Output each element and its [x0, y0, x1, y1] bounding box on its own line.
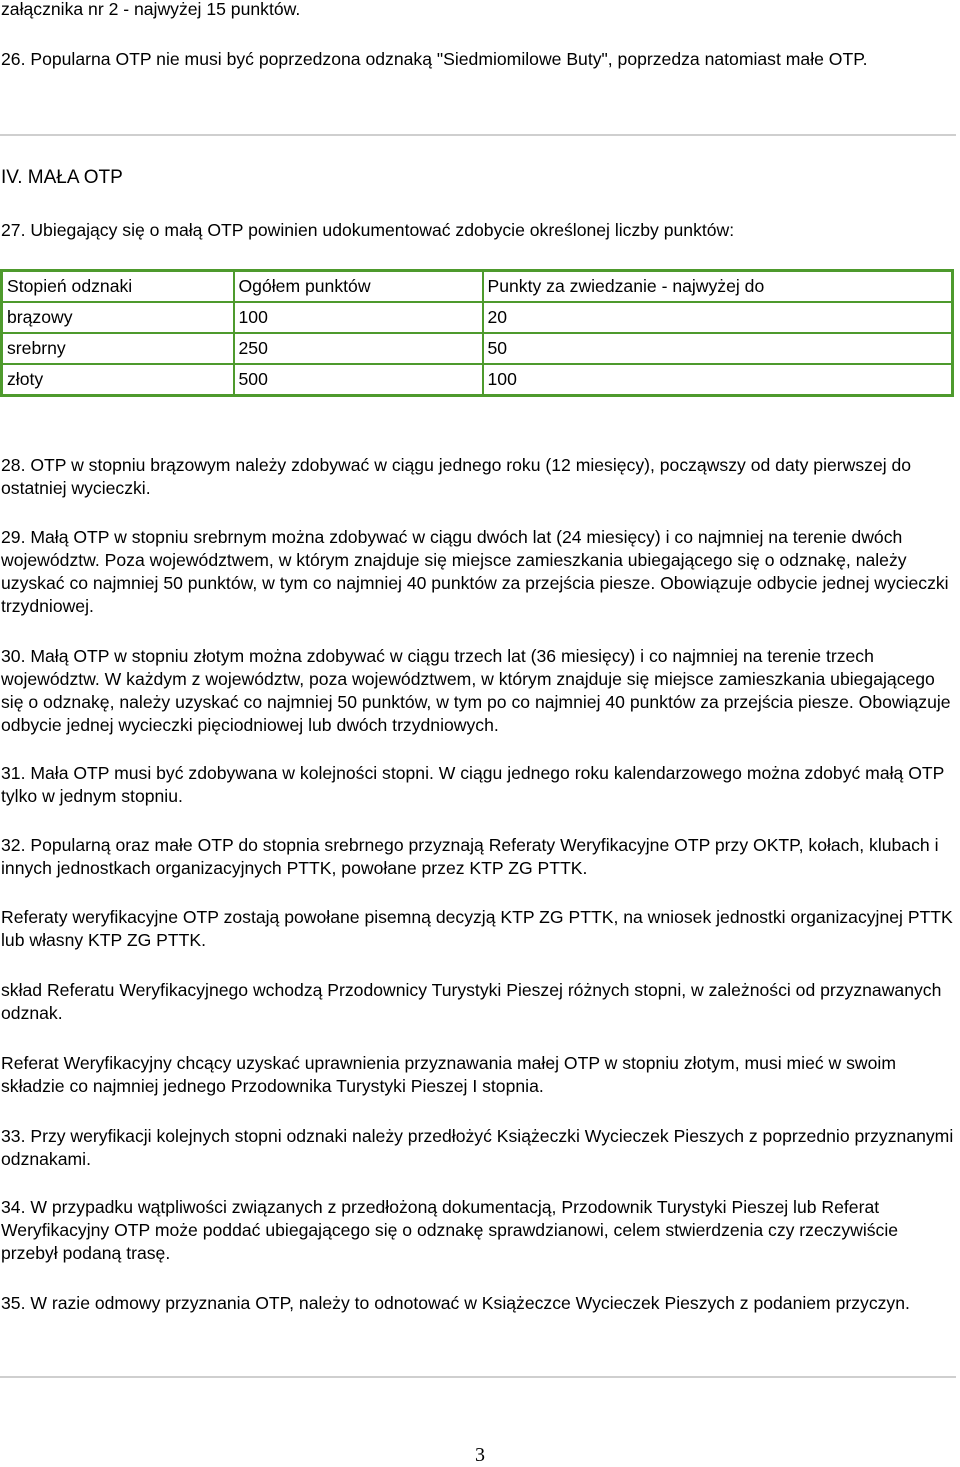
table-header-cell: Stopień odznaki: [2, 271, 234, 303]
table-cell: 500: [234, 364, 483, 396]
table-header-cell: Ogółem punktów: [234, 271, 483, 303]
table-row: [2, 302, 953, 333]
divider: [0, 134, 956, 136]
table-row: [2, 333, 953, 364]
paragraph-31: 31. Mała OTP musi być zdobywana w kolejności stopni. W ciągu jednego roku kalendarzowego można zdobyć małą OTP tylko w jednym stopniu.: [1, 763, 945, 806]
section-heading: IV. MAŁA OTP: [1, 167, 123, 188]
paragraph-32b: Referaty weryfikacyjne OTP zostają powołane pisemną decyzją KTP ZG PTTK, na wniosek jednostki organizacyjnej PTTK lub własny KTP ZG PTTK.: [1, 907, 953, 950]
divider: [0, 1376, 956, 1378]
table-header-cell: Punkty za zwiedzanie - najwyżej do: [483, 271, 953, 303]
table-cell: 100: [234, 302, 483, 333]
paragraph-30: 30. Małą OTP w stopniu złotym można zdobywać w ciągu trzech lat (36 miesięcy) i co najmniej na terenie trzech województw. W każdym z województw, poza województwem, w którym znajduje się miejsce zamieszkania ubiegającego się o odznakę, należy uzyskać co najmniej 50 punktów, w tym po co najmniej 40 punktów za przejścia piesze. Obowiązuje odbycie jednej wycieczki pięciodniowej lub dwóch trzydniowych.: [1, 646, 951, 735]
paragraph-29: 29. Małą OTP w stopniu srebrnym można zdobywać w ciągu dwóch lat (24 miesięcy) i co najmniej na terenie dwóch województw. Poza województwem, w którym znajduje się miejsce zamieszkania ubiegającego się o odznakę, należy uzyskać co najmniej 50 punktów, w tym co najmniej 40 punktów za przejścia piesze. Obowiązuje odbycie jednej wycieczki trzydniowej.: [1, 527, 949, 616]
table-cell: złoty: [2, 364, 234, 396]
paragraph-32d: Referat Weryfikacyjny chcący uzyskać uprawnienia przyznawania małej OTP w stopniu złotym, musi mieć w swoim składzie co najmniej jednego Przodownika Turystyki Pieszej I stopnia.: [1, 1053, 896, 1096]
table-cell: 100: [483, 364, 953, 396]
paragraph-34: 34. W przypadku wątpliwości związanych z przedłożoną dokumentacją, Przodownik Turystyki Pieszej lub Referat Weryfikacyjny OTP może poddać ubiegającego się o odznakę sprawdzianowi, celem stwierdzenia czy rzeczywiście przebył podaną trasę.: [1, 1197, 899, 1263]
paragraph-26: 26. Popularna OTP nie musi być poprzedzona odznaką "Siedmiomilowe Buty", poprzedza natomiast małe OTP.: [1, 49, 868, 69]
table-header-row: [2, 271, 953, 303]
points-table: [0, 269, 954, 397]
table-cell: brązowy: [2, 302, 234, 333]
paragraph-33: 33. Przy weryfikacji kolejnych stopni odznaki należy przedłożyć Książeczki Wycieczek Pieszych z poprzednio przyznanymi odznakami.: [1, 1126, 954, 1169]
paragraph-32: 32. Popularną oraz małe OTP do stopnia srebrnego przyznają Referaty Weryfikacyjne OTP przy OKTP, kołach, klubach i innych jednostkach organizacyjnych PTTK, powołane przez KTP ZG PTTK.: [1, 835, 939, 878]
paragraph-32c: skład Referatu Weryfikacyjnego wchodzą Przodownicy Turystyki Pieszej różnych stopni, w zależności od przyznawanych odznak.: [1, 980, 942, 1023]
table-cell: 50: [483, 333, 953, 364]
page-number: 3: [475, 1444, 485, 1466]
table-cell: 250: [234, 333, 483, 364]
paragraph-35: 35. W razie odmowy przyznania OTP, należy to odnotować w Książeczce Wycieczek Pieszych z podaniem przyczyn.: [1, 1293, 910, 1313]
table-row: [2, 364, 953, 396]
table-cell: 20: [483, 302, 953, 333]
paragraph-28: 28. OTP w stopniu brązowym należy zdobywać w ciągu jednego roku (12 miesięcy), począwszy od daty pierwszej do ostatniej wycieczki.: [1, 455, 912, 498]
top-fragment: załącznika nr 2 - najwyżej 15 punktów.: [1, 0, 301, 19]
table-cell: srebrny: [2, 333, 234, 364]
paragraph-27: 27. Ubiegający się o małą OTP powinien udokumentować zdobycie określonej liczby punktów:: [1, 220, 735, 240]
